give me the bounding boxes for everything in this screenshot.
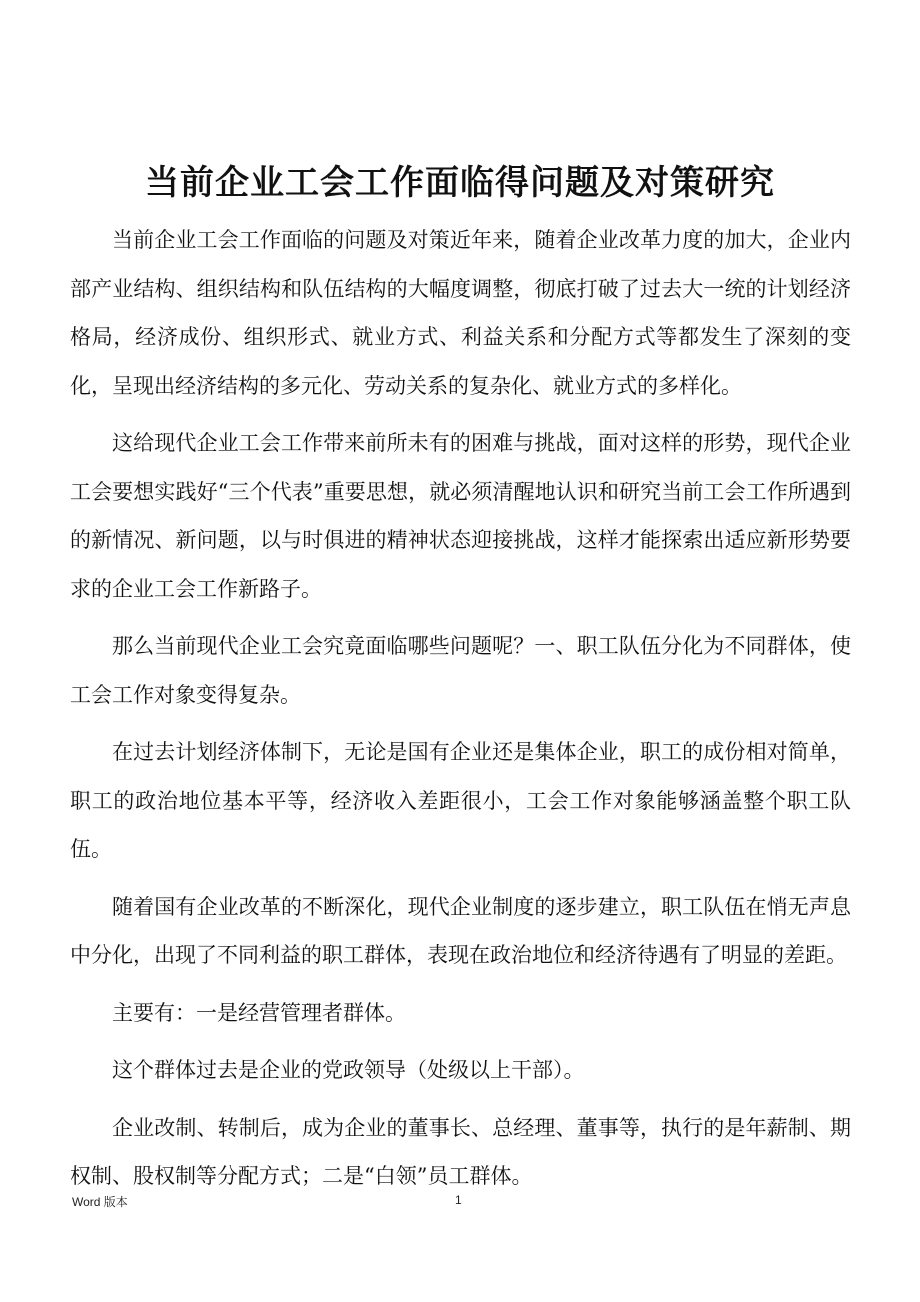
paragraph: 那么当前现代企业工会究竟面临哪些问题呢？一、职工队伍分化为不同群体，使工会工作对象变得复杂。	[70, 634, 851, 707]
footer-label: Word 版本	[72, 1195, 128, 1209]
document-body	[70, 216, 851, 1210]
paragraph: 主要有：一是经营管理者群体。	[112, 1000, 406, 1025]
paragraph: 这给现代企业工会工作带来前所未有的困难与挑战，面对这样的形势，现代企业工会要想实践好“三个代表”重要思想，就必须清醒地认识和研究当前工会工作所遇到的新情况、新问题，以与时俱进的精神状态迎接挑战，这样才能探索出适应新形势要求的企业工会工作新路子。	[70, 431, 851, 601]
paragraph: 这个群体过去是企业的党政领导（处级以上干部）。	[112, 1058, 585, 1082]
paragraph: 当前企业工会工作面临的问题及对策近年来，随着企业改革力度的加大，企业内部产业结构、组织结构和队伍结构的大幅度调整，彻底打破了过去大一统的计划经济格局，经济成份、组织形式、就业方式、利益关系和分配方式等都发生了深刻的变化，呈现出经济结构的多元化、劳动关系的复杂化、就业方式的多样化。	[70, 228, 851, 398]
page-number: 1	[455, 1193, 462, 1207]
paragraph: 企业改制、转制后，成为企业的董事长、总经理、董事等，执行的是年薪制、期权制、股权制等分配方式；二是“白领”员工群体。	[70, 1115, 851, 1188]
document-title: 当前企业工会工作面临得问题及对策研究	[145, 162, 775, 203]
paragraph: 随着国有企业改革的不断深化，现代企业制度的逐步建立，职工队伍在悄无声息中分化，出现了不同利益的职工群体，表现在政治地位和经济待遇有了明显的差距。	[70, 894, 851, 967]
paragraph: 在过去计划经济体制下，无论是国有企业还是集体企业，职工的成份相对简单，职工的政治地位基本平等，经济收入差距很小，工会工作对象能够涵盖整个职工队伍。	[70, 740, 851, 861]
